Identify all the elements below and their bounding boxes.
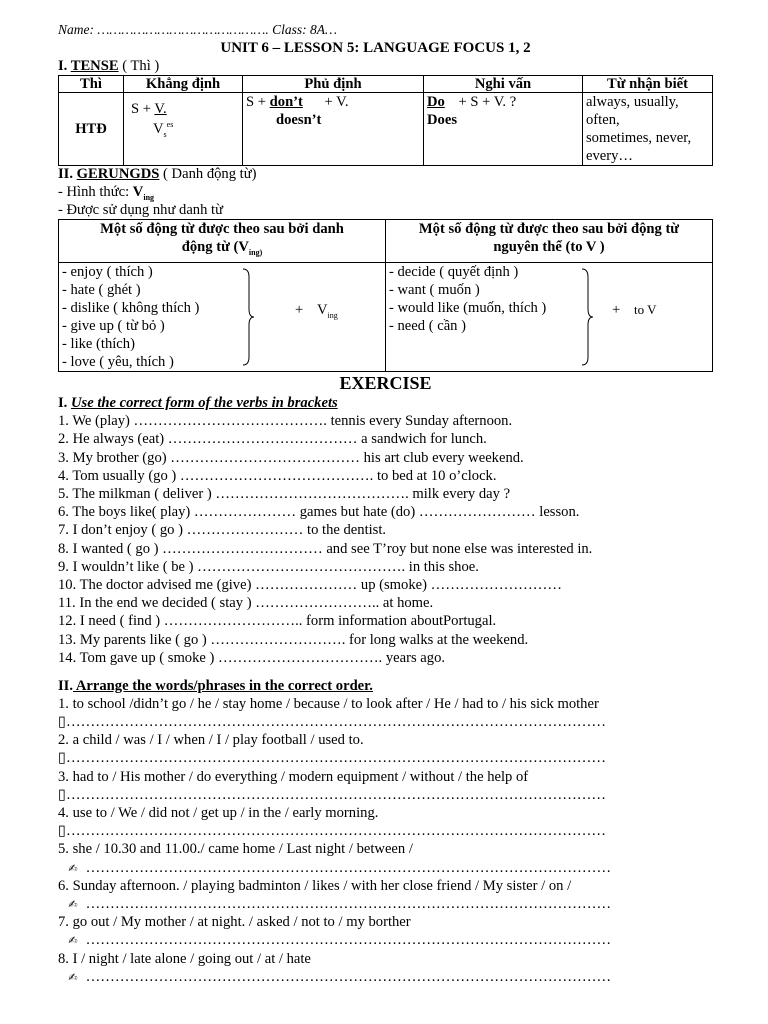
exercise-item[interactable]: 12. I need ( find ) ……………………….. form information aboutPortugal. — [58, 613, 497, 630]
gerund-table-header — [59, 220, 713, 263]
gerund-form-label: - Hình thức: — [58, 184, 133, 200]
part1-num: I. — [58, 395, 68, 412]
infinitive-verbs-cell — [386, 263, 713, 372]
unit-title: UNIT 6 – LESSON 5: LANGUAGE FOCUS 1, 2 — [220, 40, 531, 56]
answer-dots: ……………………………………………………………………………………………… — [85, 968, 612, 985]
infinitive-verb-item: - need ( cần ) — [389, 318, 466, 335]
exercise-item[interactable]: 13. My parents like ( go ) ………………………. for long walks at the weekend. — [58, 631, 529, 648]
answer-line[interactable] — [58, 859, 713, 877]
worksheet-page — [58, 20, 713, 986]
answer-line[interactable] — [58, 968, 713, 986]
exercise-title: EXERCISE — [339, 373, 432, 394]
gerund-verbs-cell — [59, 263, 386, 372]
row-label: HTĐ — [59, 93, 124, 166]
col-thi: Thì — [59, 76, 124, 93]
signal-line: always, usually, often, — [586, 94, 679, 128]
affirmative-cell — [124, 93, 243, 166]
exercise-item[interactable]: 5. The milkman ( deliver ) …………………………………. milk every day ? — [58, 486, 511, 503]
answer-line[interactable] — [58, 822, 713, 840]
infinitive-verb-item: - want ( muốn ) — [389, 282, 480, 299]
infinitive-verb-item: - decide ( quyết định ) — [389, 264, 519, 281]
pen-writing-icon: ✍ — [68, 934, 78, 948]
affirm-sup: es — [166, 120, 174, 129]
exercise-item[interactable]: 9. I wouldn’t like ( be ) ……………………………………. in this shoe. — [58, 558, 479, 575]
right-brace-icon — [241, 267, 255, 367]
part1-list — [58, 412, 713, 667]
gerund-col1-head-sub: ing) — [248, 248, 263, 258]
name-class-line: Name: ……………………………………. Class: 8A… — [58, 22, 338, 37]
q-do: Do — [427, 94, 445, 110]
gerund-col2-header — [386, 220, 713, 263]
answer-line[interactable] — [58, 786, 713, 804]
part2-title: Arrange the words/phrases in the correct order. — [73, 677, 373, 694]
arrange-question: 5. she / 10.30 and 11.00./ came home / Last night / between / — [58, 841, 413, 858]
spacer — [58, 667, 713, 677]
arrange-question: 1. to school /didn’t go / he / stay home / because / to look after / He / had to / his sick mother — [58, 695, 599, 712]
exercise-item[interactable]: 3. My brother (go) ………………………………… his art club every weekend. — [58, 449, 524, 466]
q-does: Does — [427, 112, 457, 128]
answer-line[interactable] — [58, 749, 713, 767]
gerund-verb-item: - give up ( từ bỏ ) — [62, 318, 165, 335]
col-question: Nghi vấn — [424, 76, 583, 93]
pen-writing-icon: ✍ — [68, 861, 78, 875]
arrange-question: 8. I / night / late alone / going out / at / hate — [58, 950, 311, 967]
pen-writing-icon: ✍ — [68, 970, 78, 984]
tense-heading-label: TENSE — [70, 58, 119, 74]
negative-cell — [243, 93, 424, 166]
gerund-verb-item: - hate ( ghét ) — [62, 282, 141, 299]
col-negative: Phủ định — [243, 76, 424, 93]
exercise-item[interactable]: 6. The boys like( play) ………………… games but hate (do) …………………… lesson. — [58, 504, 580, 521]
tense-row-htd — [59, 93, 713, 166]
answer-dots: ……………………………………………………………………………………………… — [85, 859, 612, 876]
gerund-form-v: V — [132, 184, 144, 200]
affirm-s: S + — [131, 101, 155, 117]
gerund-table-body — [59, 263, 713, 372]
gerund-usage-line: - Được sử dụng như danh từ — [58, 202, 224, 219]
exercise-item[interactable]: 14. Tom gave up ( smoke ) ……………………………. years ago. — [58, 649, 446, 666]
part2-heading — [58, 677, 713, 695]
exercise-item[interactable]: 1. We (play) …………………………………. tennis every Sunday afternoon. — [58, 413, 513, 430]
answer-line[interactable] — [58, 931, 713, 949]
exercise-item[interactable]: 7. I don’t enjoy ( go ) …………………… to the dentist. — [58, 522, 387, 539]
answer-dots: ▯………………………………………………………………………………………………… — [58, 714, 606, 731]
gerund-form-line — [58, 183, 713, 201]
ving-label — [317, 301, 338, 325]
answer-line[interactable] — [58, 713, 713, 731]
affirm-sub: s — [163, 129, 167, 139]
answer-dots: ▯………………………………………………………………………………………………… — [58, 786, 606, 803]
gerund-verb-item: - love ( yêu, thích ) — [62, 354, 174, 371]
gerund-table — [58, 219, 713, 372]
col-signal-words: Từ nhận biết — [583, 76, 713, 93]
arrange-question: 3. had to / His mother / do everything / modern equipment / without / the help of — [58, 768, 529, 785]
to-v-label: to V — [634, 302, 657, 318]
neg-dont: don’t — [269, 94, 303, 110]
exercise-item[interactable]: 8. I wanted ( go ) …………………………… and see T’roy but none else was interested in. — [58, 540, 593, 557]
answer-dots: ……………………………………………………………………………………………… — [85, 895, 612, 912]
part1-title: Use the correct form of the verbs in brackets — [70, 395, 338, 412]
tense-heading-note: ( Thì ) — [122, 58, 160, 74]
exercise-item[interactable]: 2. He always (eat) ………………………………… a sandwich for lunch. — [58, 431, 487, 448]
neg-doesnt: doesn’t — [276, 112, 322, 128]
neg-s: S + — [246, 94, 270, 110]
tense-table — [58, 75, 713, 166]
gerund-form-sub: ing — [143, 192, 155, 202]
gerund-col2-head-a: Một số động từ được theo sau bởi động từ — [418, 221, 680, 238]
answer-dots: ▯………………………………………………………………………………………………… — [58, 823, 606, 840]
plus-sign: + — [295, 302, 304, 319]
right-brace-icon — [580, 267, 594, 367]
affirm-v: V. — [154, 101, 167, 117]
gerund-col1-head-a: Một số động từ được theo sau bởi danh — [100, 221, 344, 238]
gerund-verb-item: - dislike ( không thích ) — [62, 300, 200, 317]
exercise-item[interactable]: 4. Tom usually (go ) …………………………………. to bed at 10 o’clock. — [58, 467, 497, 484]
tense-heading-num: I. — [58, 58, 68, 74]
affirm-vs: V — [153, 120, 164, 137]
pen-writing-icon: ✍ — [68, 897, 78, 911]
signal-words-cell — [583, 93, 713, 166]
gerund-verb-item: - like (thích) — [62, 336, 135, 353]
gerund-heading-note: ( Danh động từ) — [163, 166, 257, 182]
arrange-question: 4. use to / We / did not / get up / in the / early morning. — [58, 805, 379, 822]
q-rest: + S + V. ? — [454, 94, 517, 110]
exercise-item[interactable]: 11. In the end we decided ( stay ) …………………….. at home. — [58, 595, 434, 612]
question-cell — [424, 93, 583, 166]
part2-list — [58, 695, 713, 986]
answer-dots: ▯………………………………………………………………………………………………… — [58, 750, 606, 767]
gerund-heading-num: II. — [58, 166, 74, 182]
gerund-heading — [58, 166, 713, 183]
answer-dots: ……………………………………………………………………………………………… — [85, 932, 612, 949]
gerund-verb-item: - enjoy ( thích ) — [62, 264, 153, 281]
signal-line: sometimes, never, — [586, 130, 692, 146]
gerund-col1-head-b: động từ (V — [181, 239, 249, 256]
tense-heading — [58, 58, 713, 75]
col-affirmative: Khẳng định — [124, 76, 243, 93]
gerund-heading-label: GERUNGDS — [76, 166, 160, 182]
arrange-question: 2. a child / was / I / when / I / play football / used to. — [58, 732, 364, 749]
arrange-question: 6. Sunday afternoon. / playing badminton / likes / with her close friend / My sister / on / — [58, 877, 572, 894]
infinitive-verb-item: - would like (muốn, thích ) — [389, 300, 547, 317]
ving-sub: ing — [327, 311, 338, 321]
answer-line[interactable] — [58, 895, 713, 913]
arrange-question: 7. go out / My mother / at night. / asked / not to / my borther — [58, 914, 411, 931]
gerund-col1-header — [59, 220, 386, 263]
exercise-item[interactable]: 10. The doctor advised me (give) ………………… up (smoke) ……………………… — [58, 576, 562, 593]
signal-line: every… — [586, 148, 634, 164]
gerund-col2-head-b: nguyên thể (to V ) — [493, 239, 605, 256]
neg-v: + V. — [320, 94, 349, 110]
part2-num: II. — [58, 677, 74, 694]
plus-sign: + — [612, 302, 621, 319]
tense-table-header — [59, 76, 713, 93]
ving-v: V — [317, 302, 328, 319]
part1-heading — [58, 394, 713, 412]
